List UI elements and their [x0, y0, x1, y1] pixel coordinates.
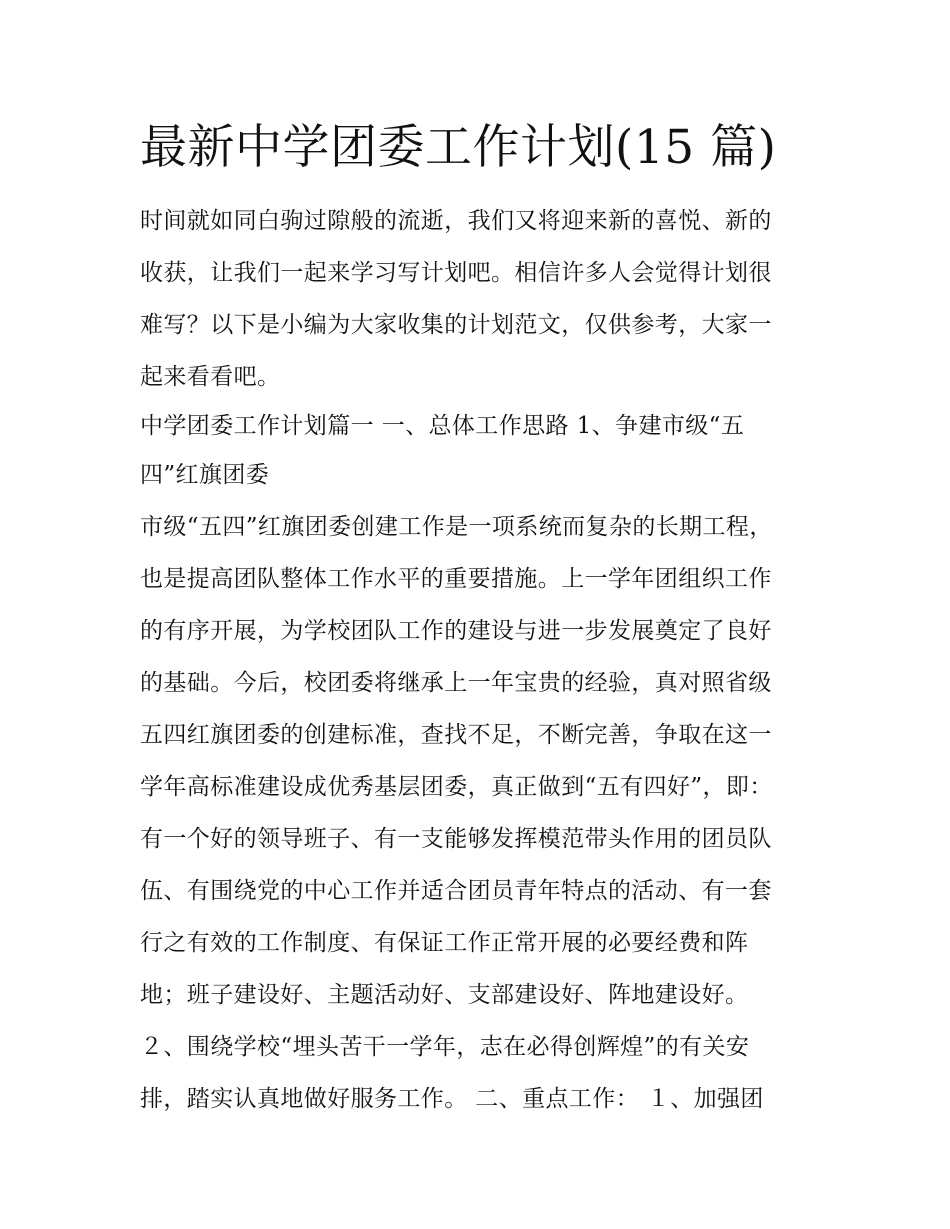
body-line-13: 有一个好的领导班子、有一支能够发挥模范带头作用的团员队: [140, 826, 772, 852]
body-line-11: 五四红旗团委的创建标准，查找不足，不断完善，争取在这一: [140, 722, 772, 748]
body-line-3: 难写？以下是小编为大家收集的计划范文，仅供参考，大家一: [140, 312, 772, 338]
body-line-17: ２、围绕学校“埋头苦干一学年，志在必得创辉煌”的有关安: [140, 1034, 750, 1060]
body-line-1: 时间就如同白驹过隙般的流逝，我们又将迎来新的喜悦、新的: [140, 208, 772, 234]
document-title: 最新中学团委工作计划(15 篇): [140, 120, 777, 175]
body-line-15: 行之有效的工作制度、有保证工作正常开展的必要经费和阵: [140, 930, 749, 956]
body-line-8: 也是提高团队整体工作水平的重要措施。上一学年团组织工作: [140, 566, 772, 592]
body-line-2: 收获，让我们一起来学习写计划吧。相信许多人会觉得计划很: [140, 260, 772, 286]
body-line-12: 学年高标准建设成优秀基层团委，真正做到“五有四好”，即：: [140, 774, 773, 800]
body-line-10: 的基础。今后，校团委将继承上一年宝贵的经验，真对照省级: [140, 670, 772, 696]
body-line-14: 伍、有围绕党的中心工作并适合团员青年特点的活动、有一套: [140, 878, 772, 904]
body-line-9: 的有序开展，为学校团队工作的建设与进一步发展奠定了良好: [140, 618, 772, 644]
body-line-18: 排，踏实认真地做好服务工作。 二、重点工作： １、加强团: [140, 1086, 764, 1112]
body-line-5: 中学团委工作计划篇一 一、总体工作思路 1、争建市级“五: [140, 413, 745, 439]
body-line-7: 市级“五四”红旗团委创建工作是一项系统而复杂的长期工程，: [140, 514, 773, 540]
body-line-4: 起来看看吧。: [140, 364, 281, 390]
body-line-6: 四”红旗团委: [140, 462, 270, 488]
body-line-16: 地；班子建设好、主题活动好、支部建设好、阵地建设好。: [140, 982, 749, 1008]
